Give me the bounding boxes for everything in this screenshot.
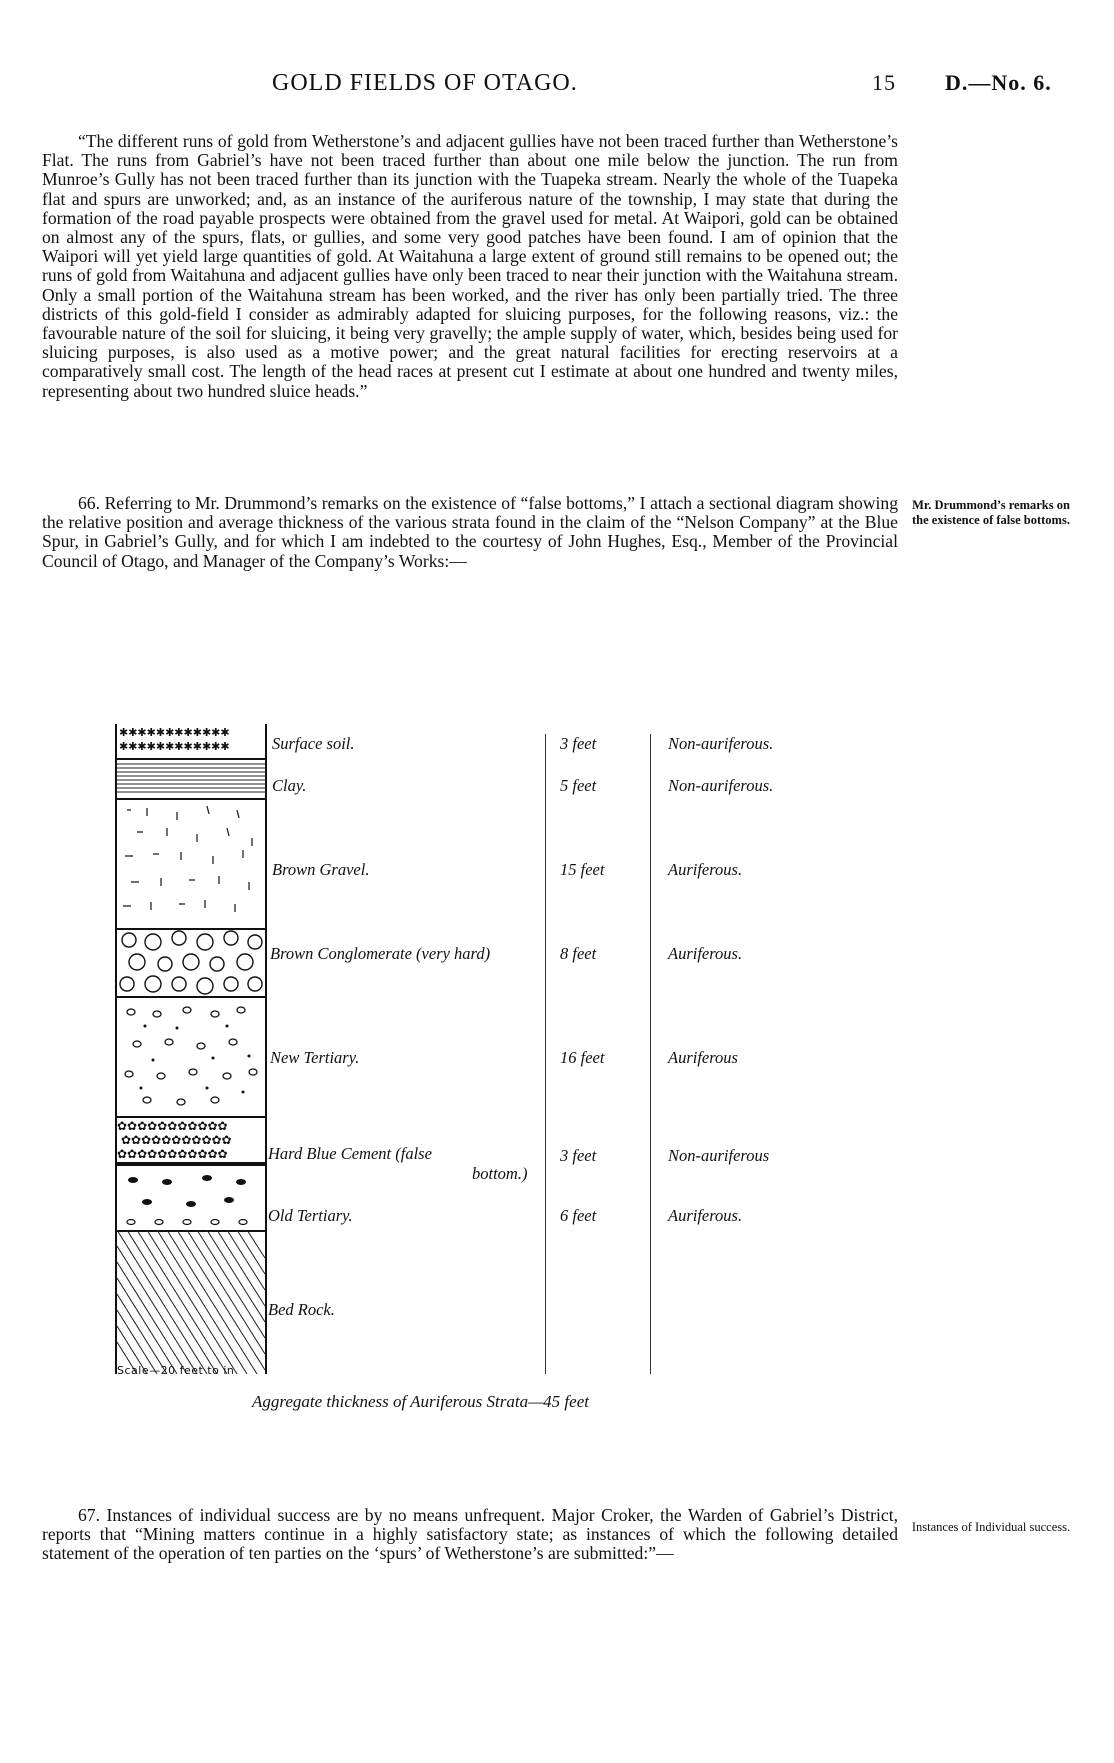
stratum-thickness: 3 feet xyxy=(560,734,597,753)
strata-column xyxy=(115,724,267,1374)
layer-clay xyxy=(117,758,265,800)
thickness-divider-right xyxy=(650,734,651,1374)
layer-old-tertiary xyxy=(117,1166,265,1232)
stratum-thickness: 5 feet xyxy=(560,776,597,795)
sidenote-drummond: Mr. Drummond’s remarks on the existence of false bottoms. xyxy=(912,498,1070,527)
aggregate-thickness: Aggregate thickness of Auriferous Strata—45 feet xyxy=(252,1392,589,1411)
svg-text:✿✿✿✿✿✿✿✿✿✿✿: ✿✿✿✿✿✿✿✿✿✿✿ xyxy=(117,1147,228,1161)
scale-label: Scale—20 feet to in xyxy=(117,1364,235,1377)
sidenote-instances: Instances of Individual success. xyxy=(911,1520,1071,1534)
stratum-name: Brown Conglomerate (very hard) xyxy=(270,944,491,963)
stratum-nature: Auriferous. xyxy=(668,860,743,879)
stratum-name: Hard Blue Cement (false xyxy=(268,1144,432,1163)
stratum-name: Clay. xyxy=(272,776,307,795)
layer-surface-soil xyxy=(117,724,265,760)
document-reference: D.—No. 6. xyxy=(945,70,1052,95)
stratum-name-continued: bottom.) xyxy=(472,1164,528,1183)
paragraph-67: 67. Instances of individual success are by no means unfrequent. Major Croker, the Warden of Gabriel’s District, reports that “Mining matters continue in a highly satisfactory state; as instances of which the following detailed statement of the operation of ten parties on the ‘spurs’ of Wetherstone’s are submitted:”— xyxy=(42,1505,898,1564)
stratum-nature: Non-auriferous. xyxy=(668,776,774,795)
stratum-name: Surface soil. xyxy=(272,734,355,753)
thickness-divider-left xyxy=(545,734,546,1374)
svg-text:✿✿✿✿✿✿✿✿✿✿✿: ✿✿✿✿✿✿✿✿✿✿✿ xyxy=(121,1133,232,1147)
quote-paragraph-block xyxy=(42,132,898,401)
layer-brown-conglomerate xyxy=(117,928,265,998)
stratum-thickness: 16 feet xyxy=(560,1048,605,1067)
stratum-nature: Auriferous xyxy=(668,1048,738,1067)
stratum-name: Bed Rock. xyxy=(268,1300,335,1319)
stratum-name: Old Tertiary. xyxy=(268,1206,353,1225)
clay-pattern xyxy=(117,758,265,798)
old-tertiary-pattern xyxy=(117,1166,265,1230)
svg-text:✿✿✿✿✿✿✿✿✿✿✿: ✿✿✿✿✿✿✿✿✿✿✿ xyxy=(117,1119,228,1133)
stratum-nature: Non-auriferous xyxy=(668,1146,770,1165)
layer-brown-gravel xyxy=(117,798,265,930)
layer-bed-rock xyxy=(117,1230,265,1374)
quote-paragraph: “The different runs of gold from Wetherstone’s and adjacent gullies have not been traced further than Wetherstone’s Flat. The runs from Gabriel’s have not been traced further than about one mile below the junction. The run from Munroe’s Gully has not been traced further than its junction with the Tuapeka stream. Nearly the whole of the Tuapeka flat and spurs are unworked; and, as an instance of the auriferous nature of the township, I may state that during the formation of the road payable prospects were obtained from the gravel used for metal. At Waipori, gold can be obtained on almost any of the spurs, flats, or gullies, and some very good patches have been found. I am of opinion that the Waipori will yet yield large quantities of gold. At Waitahuna a large extent of ground still remains to be opened out; the runs of gold from Waitahuna and adjacent gullies have only been traced to near their junction with the Waitahuna stream. Only a small portion of the Waitahuna stream has been worked, and the river has only been partially tried. The three districts of this gold-field I consider as admirably adapted for sluicing purposes, for the following reasons, viz.: the favourable nature of the soil for sluicing, it being very gravelly; the ample supply of water, which, besides being used for sluicing purposes, is also used as a motive power; and the great natural facilities for erecting reservoirs at a comparatively small cost. The length of the head races at present cut I estimate at about one hundred and twenty miles, representing about two hundred sluice heads.” xyxy=(42,131,898,401)
stratum-thickness: 8 feet xyxy=(560,944,597,963)
paragraph-67-block xyxy=(42,1506,898,1564)
stratum-nature: Non-auriferous. xyxy=(668,734,774,753)
surface-soil-pattern xyxy=(117,724,265,758)
conglomerate-pattern xyxy=(117,928,265,996)
bed-rock-pattern xyxy=(117,1230,265,1374)
paragraph-66: 66. Referring to Mr. Drummond’s remarks on the existence of “false bottoms,” I attach a sectional diagram showing the relative position and average thickness of the various strata found in the claim of the “Nelson Company” at the Blue Spur, in Gabriel’s Gully, and for which I am indebted to the courtesy of John Hughes, Esq., Member of the Provincial Council of Otago, and Manager of the Company’s Works:— xyxy=(42,493,898,571)
stratum-thickness: 15 feet xyxy=(560,860,605,879)
stratum-name: Brown Gravel. xyxy=(272,860,370,879)
stratum-thickness: 3 feet xyxy=(560,1146,597,1165)
stratum-nature: Auriferous. xyxy=(668,944,743,963)
stratum-nature: Auriferous. xyxy=(668,1206,743,1225)
svg-text:✱✱✱✱✱✱✱✱✱✱✱✱: ✱✱✱✱✱✱✱✱✱✱✱✱ xyxy=(119,726,230,739)
layer-hard-blue-cement xyxy=(117,1116,265,1166)
page-number: 15 xyxy=(872,70,896,95)
cement-pattern xyxy=(117,1116,265,1162)
svg-text:✱✱✱✱✱✱✱✱✱✱✱✱: ✱✱✱✱✱✱✱✱✱✱✱✱ xyxy=(119,740,230,753)
brown-gravel-pattern xyxy=(117,798,265,928)
stratum-name: New Tertiary. xyxy=(270,1048,360,1067)
new-tertiary-pattern xyxy=(117,996,265,1116)
layer-new-tertiary xyxy=(117,996,265,1118)
paragraph-66-block xyxy=(42,494,898,571)
stratum-thickness: 6 feet xyxy=(560,1206,597,1225)
page-title: GOLD FIELDS OF OTAGO. xyxy=(272,70,578,96)
